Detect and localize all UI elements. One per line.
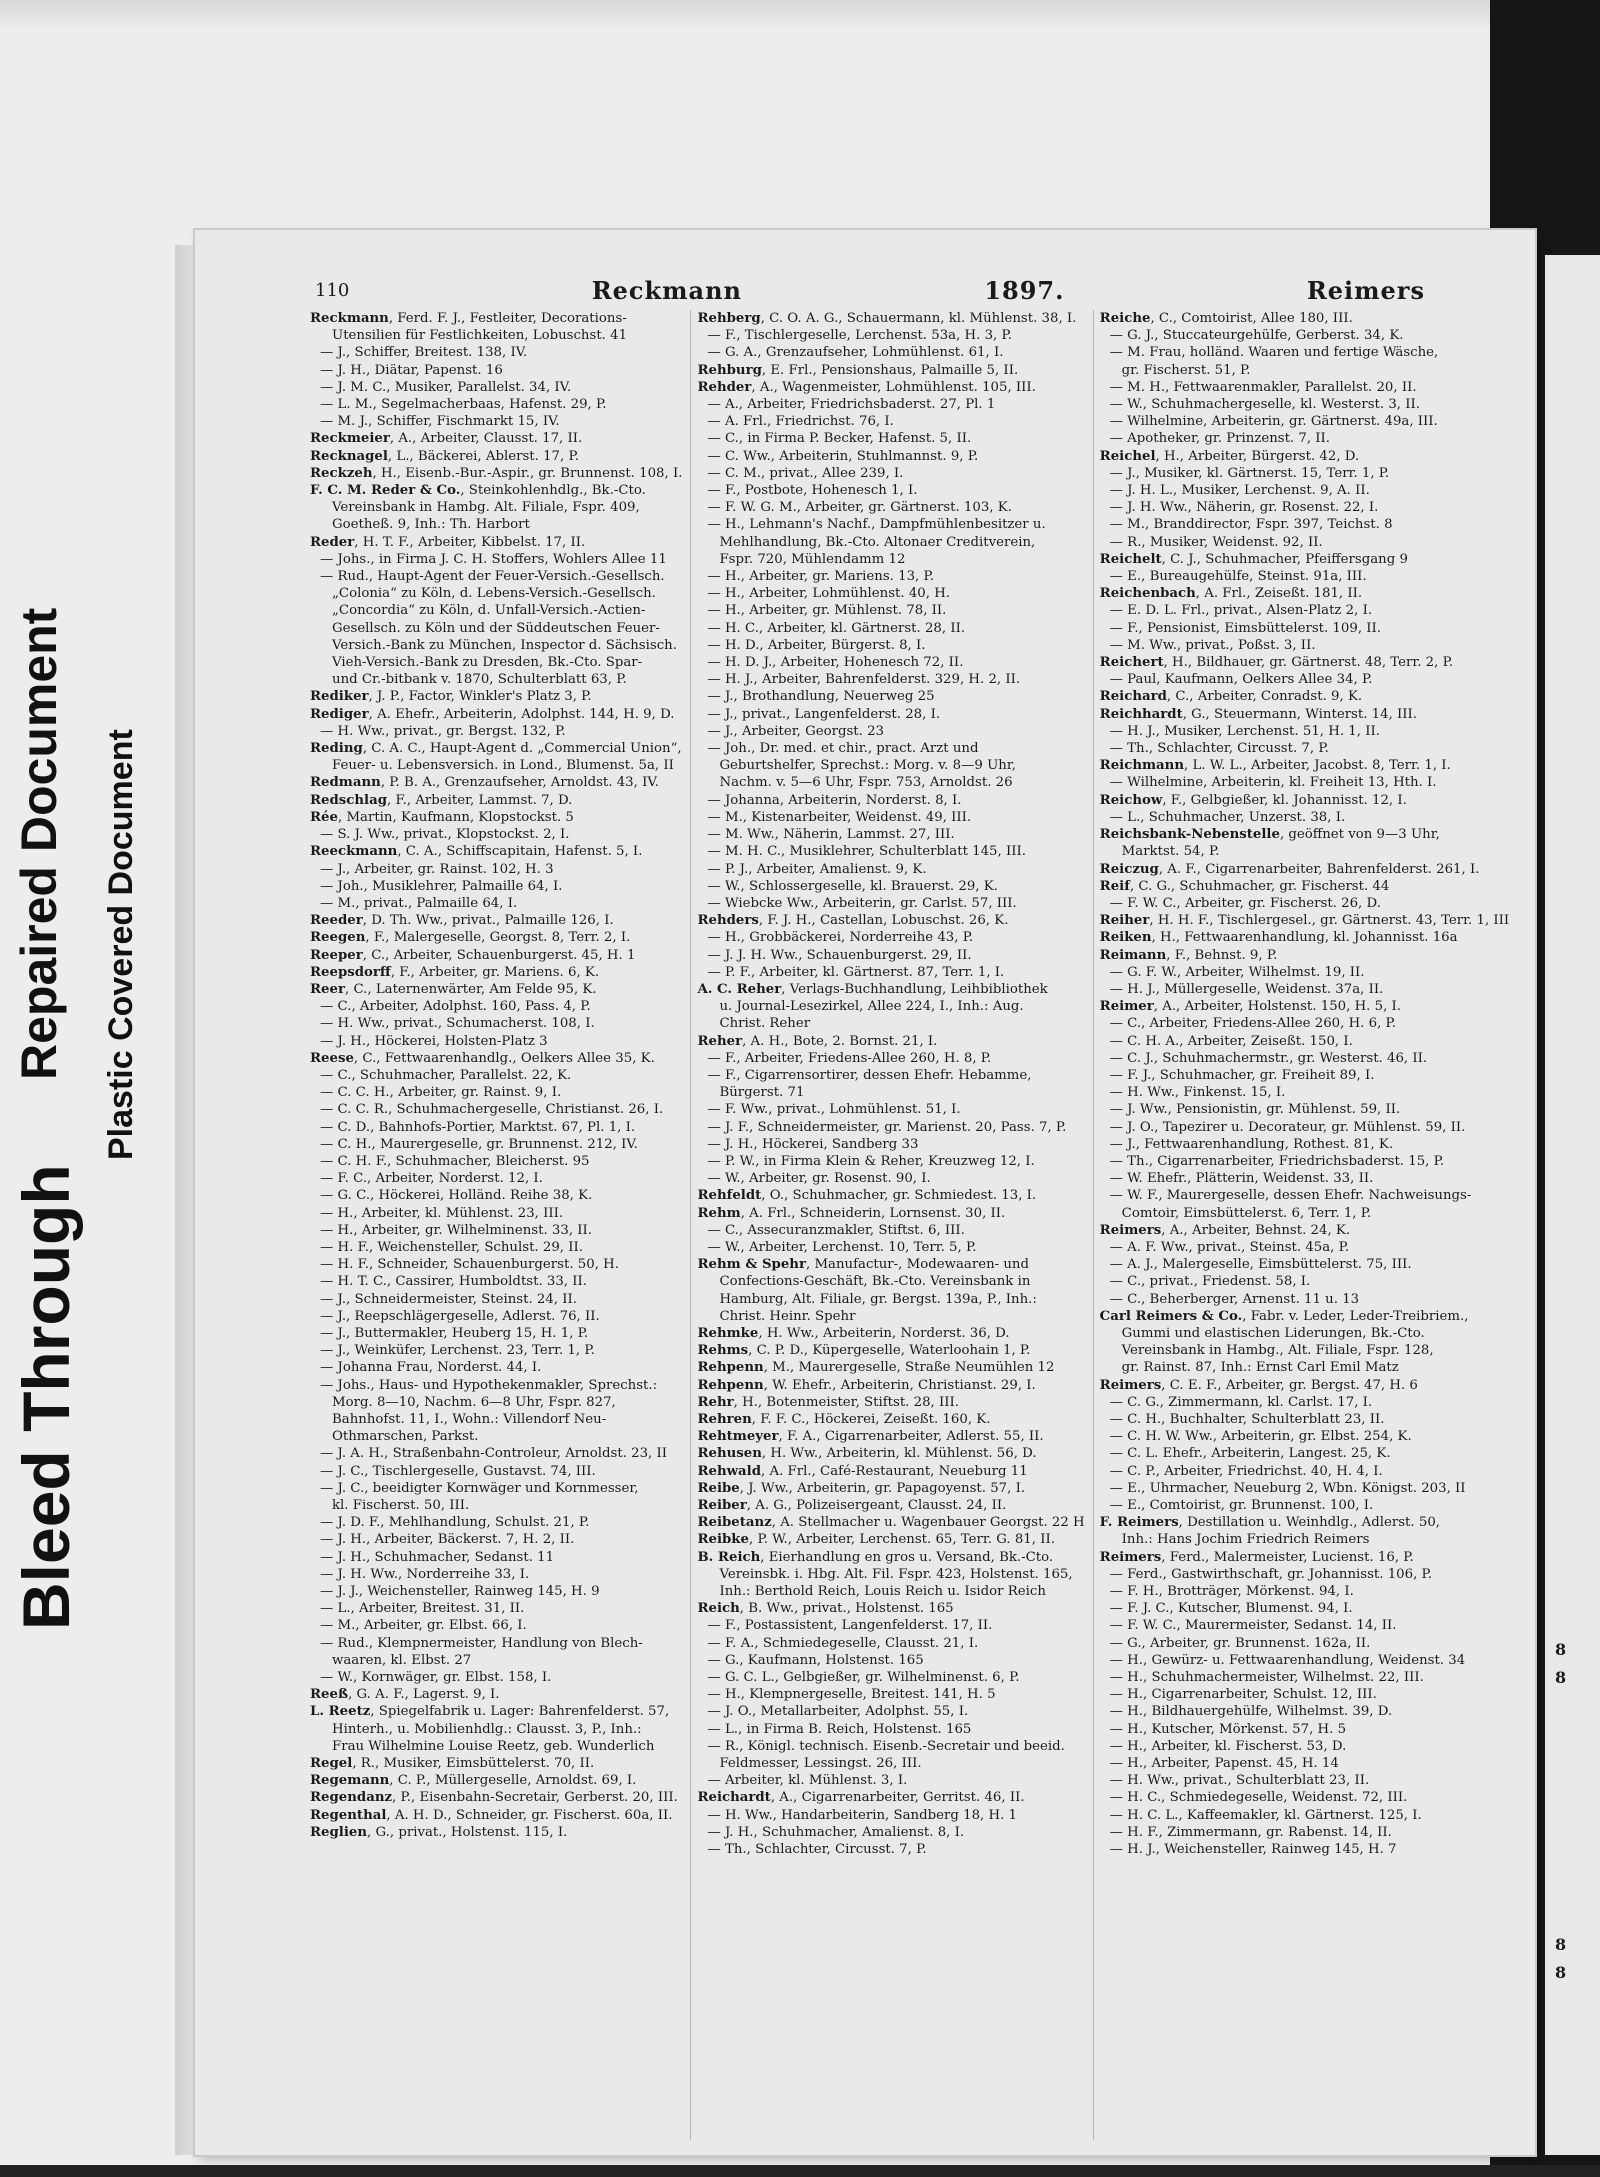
directory-entry: Reichenbach, A. Frl., Zeiseßt. 181, II. <box>1099 586 1363 602</box>
directory-entry: — J. J., Weichensteller, Rainweg 145, H. 9 <box>320 1584 600 1600</box>
directory-entry: — J. A. H., Straßenbahn-Controleur, Arnoldst. 23, II <box>320 1446 667 1462</box>
directory-entry: — J. C., Tischlergeselle, Gustavst. 74, III. <box>320 1463 596 1479</box>
directory-entry: Reibke, P. W., Arbeiter, Lerchenst. 65, Terr. G. 81, II. <box>697 1532 1055 1548</box>
bleed-through-label: Bleed Through <box>9 1164 83 1630</box>
directory-entry: Reglien, G., privat., Holstenst. 115, I. <box>310 1824 568 1840</box>
directory-entry: — H., Arbeiter, gr. Wilhelminenst. 33, II. <box>320 1222 593 1238</box>
directory-entry: — C. C. H., Arbeiter, gr. Rainst. 9, I. <box>320 1085 562 1101</box>
directory-entry: Regemann, C. P., Müllergeselle, Arnoldst. 69, I. <box>310 1773 637 1789</box>
directory-entry: — J., Reepschlägergeselle, Adlerst. 76, II. <box>320 1308 600 1324</box>
directory-entry: — C. L. Ehefr., Arbeiterin, Langest. 25, K. <box>1109 1446 1391 1462</box>
directory-entry: — J. H. Ww., Näherin, gr. Rosenst. 22, I. <box>1109 500 1379 516</box>
directory-entry: Rehms, C. P. D., Küpergeselle, Waterloohain 1, P. <box>697 1343 1031 1359</box>
directory-entry: — L. M., Segelmacherbaas, Hafenst. 29, P. <box>320 397 607 413</box>
directory-entry: Reimers, A., Arbeiter, Behnst. 24, K. <box>1099 1222 1351 1238</box>
directory-entry: Feldmesser, Lessingst. 26, III. <box>719 1756 922 1772</box>
directory-entry: — C., privat., Friedenst. 58, I. <box>1109 1274 1311 1290</box>
directory-entry: — G. A., Grenzaufseher, Lohmühlenst. 61, I. <box>707 345 1004 361</box>
directory-entry: — G., Arbeiter, gr. Brunnenst. 162a, II. <box>1109 1635 1371 1651</box>
directory-entry: — C. H. A., Arbeiter, Zeiseßt. 150, I. <box>1109 1033 1353 1049</box>
directory-entry: — J. D. F., Mehlhandlung, Schulst. 21, P. <box>320 1515 590 1531</box>
directory-entry: — H., Grobbäckerei, Norderreihe 43, P. <box>707 930 974 946</box>
directory-entry: — H., Schuhmachermeister, Wilhelmst. 22, III. <box>1109 1670 1424 1686</box>
directory-entry: Mehlhandlung, Bk.-Cto. Altonaer Creditverein, <box>719 534 1036 550</box>
directory-entry: Reibetanz, A. Stellmacher u. Wagenbauer Georgst. 22 H <box>697 1515 1085 1531</box>
directory-entry: Reichow, F., Gelbgießer, kl. Johannisst. 12, I. <box>1099 792 1407 808</box>
directory-entry: — J. O., Metallarbeiter, Adolphst. 55, I. <box>707 1704 969 1720</box>
directory-entry: — F. C., Arbeiter, Norderst. 12, I. <box>320 1171 543 1187</box>
directory-entry: Vereinsbk. i. Hbg. Alt. Fil. Fspr. 423, Holstenst. 165, <box>719 1566 1073 1582</box>
directory-entry: — W., Kornwäger, gr. Elbst. 158, I. <box>320 1670 552 1686</box>
directory-entry: — Joh., Dr. med. et chir., pract. Arzt und <box>707 741 979 757</box>
directory-entry: Rée, Martin, Kaufmann, Klopstockst. 5 <box>310 809 574 825</box>
directory-entry: — M. J., Schiffer, Fischmarkt 15, IV. <box>320 414 560 430</box>
directory-entry: — Wilhelmine, Arbeiterin, kl. Freiheit 13, Hth. I. <box>1109 775 1437 791</box>
page-number: 110 <box>315 279 350 301</box>
directory-entry: — Rud., Haupt-Agent der Feuer-Versich.-Gesellsch. <box>320 569 665 585</box>
directory-entry: — H. F., Zimmermann, gr. Rabenst. 14, II. <box>1109 1824 1392 1840</box>
directory-entry: — C. H. F., Schuhmacher, Bleicherst. 95 <box>320 1153 590 1169</box>
directory-entry: — G. F. W., Arbeiter, Wilhelmst. 19, II. <box>1109 964 1365 980</box>
directory-entry: — F. W. G. M., Arbeiter, gr. Gärtnerst. 103, K. <box>707 500 1012 516</box>
directory-entry: Recknagel, L., Bäckerei, Ablerst. 17, P. <box>310 448 579 464</box>
directory-entry: — J. H. Ww., Norderreihe 33, I. <box>320 1566 530 1582</box>
directory-entry: — J. J. H. Ww., Schauenburgerst. 29, II. <box>707 947 972 963</box>
directory-entry: Rehburg, E. Frl., Pensionshaus, Palmaille 5, II. <box>697 362 1019 378</box>
page-edge <box>175 245 197 2155</box>
directory-entry: — R., Musiker, Weidenst. 92, II. <box>1109 534 1323 550</box>
bottom-edge <box>0 2165 1600 2177</box>
directory-entry: — L., Arbeiter, Breitest. 31, II. <box>320 1601 525 1617</box>
directory-entry: Redmann, P. B. A., Grenzaufseher, Arnoldst. 43, IV. <box>310 775 659 791</box>
directory-entry: Reher, A. H., Bote, 2. Bornst. 21, I. <box>697 1033 938 1049</box>
directory-entry: A. C. Reher, Verlags-Buchhandlung, Leihbibliothek <box>697 981 1048 997</box>
directory-entry: Reichelt, C. J., Schuhmacher, Pfeiffersgang 9 <box>1099 551 1408 567</box>
directory-entry: Rehder, A., Wagenmeister, Lohmühlenst. 105, III. <box>697 379 1036 395</box>
next-page-fragment: 8 <box>1555 1935 1567 1954</box>
directory-entry: — H., Arbeiter, gr. Mariens. 13, P. <box>707 569 934 585</box>
directory-entry: — J. H., Höckerei, Sandberg 33 <box>707 1136 919 1152</box>
directory-entry: — F. Ww., privat., Lohmühlenst. 51, I. <box>707 1102 961 1118</box>
directory-entry: Nachm. v. 5—6 Uhr, Fspr. 753, Arnoldst. 26 <box>719 775 1013 791</box>
directory-entry: Gesellsch. zu Köln und der Süddeutschen Feuer- <box>332 620 660 636</box>
next-page-fragment: 8 <box>1555 1963 1567 1982</box>
directory-entry: — J. H. L., Musiker, Lerchenst. 9, A. II. <box>1109 483 1370 499</box>
directory-entry: — J., Arbeiter, gr. Rainst. 102, H. 3 <box>320 861 554 877</box>
directory-entry: — H., Cigarrenarbeiter, Schulst. 12, III. <box>1109 1687 1377 1703</box>
directory-entry: — H. Ww., privat., gr. Bergst. 132, P. <box>320 723 566 739</box>
directory-entry: — Rud., Klempnermeister, Handlung von Blech- <box>320 1635 643 1651</box>
directory-entry: Reiher, H. H. F., Tischlergesel., gr. Gärtnerst. 43, Terr. 1, III <box>1099 913 1510 929</box>
directory-entry: — Johanna, Arbeiterin, Norderst. 8, I. <box>707 792 962 808</box>
directory-entry: — E., Bureaugehülfe, Steinst. 91a, III. <box>1109 569 1367 585</box>
directory-entry: Bahnhofst. 11, I., Wohn.: Villendorf Neu- <box>332 1412 607 1427</box>
directory-entry: — C. H. W. Ww., Arbeiterin, gr. Elbst. 254, K. <box>1109 1429 1412 1445</box>
directory-entry: — C., Arbeiter, Adolphst. 160, Pass. 4, P. <box>320 999 591 1015</box>
directory-entry: — F. J. C., Kutscher, Blumenst. 94, I. <box>1109 1601 1353 1617</box>
directory-entry: — H., Arbeiter, gr. Mühlenst. 78, II. <box>707 603 947 619</box>
directory-entry: Rehren, F. F. C., Höckerei, Zeiseßt. 160, K. <box>697 1412 991 1427</box>
directory-entry: — F. H., Brotträger, Mörkenst. 94, I. <box>1109 1584 1354 1600</box>
directory-entry: — C. M., privat., Allee 239, I. <box>707 465 904 481</box>
directory-entry: — J. H., Arbeiter, Bäckerst. 7, H. 2, II. <box>320 1532 575 1548</box>
directory-entry: — H. Ww., privat., Schulterblatt 23, II. <box>1109 1773 1370 1789</box>
directory-entry: — H., Arbeiter, Papenst. 45, H. 14 <box>1109 1756 1339 1772</box>
directory-entry: — H. F., Weichensteller, Schulst. 29, II. <box>320 1239 583 1255</box>
directory-entry: — H. C. L., Kaffeemakler, kl. Gärtnerst. 125, I. <box>1109 1807 1422 1823</box>
page-header <box>315 274 1425 306</box>
directory-entry: — Wilhelmine, Arbeiterin, gr. Gärtnerst. 49a, III. <box>1109 414 1438 430</box>
directory-entry: Reckmann, Ferd. F. J., Festleiter, Decorations- <box>310 311 627 326</box>
directory-entry: — J., Fettwaarenhandlung, Rothest. 81, K. <box>1109 1136 1394 1152</box>
directory-entry: Carl Reimers & Co., Fabr. v. Leder, Leder-Treibriem., <box>1099 1308 1469 1324</box>
directory-entry: — J. C., beeidigter Kornwäger und Kornmesser, <box>320 1480 639 1496</box>
column-3 <box>1093 310 1510 2140</box>
directory-entry: Reegen, F., Malergeselle, Georgst. 8, Terr. 2, I. <box>310 930 631 946</box>
directory-entry: Reibe, J. Ww., Arbeiterin, gr. Papagoyenst. 57, I. <box>697 1480 1026 1496</box>
directory-entry: — J., Schneidermeister, Steinst. 24, II. <box>320 1291 578 1307</box>
directory-entry: Reimers, Ferd., Malermeister, Lucienst. 16, P. <box>1099 1549 1414 1565</box>
directory-entry: — H. Ww., Finkenst. 15, I. <box>1109 1085 1286 1101</box>
directory-entry: — H. C., Schmiedegeselle, Weidenst. 72, III. <box>1109 1790 1408 1806</box>
directory-entry: — J. F., Schneidermeister, gr. Marienst. 20, Pass. 7, P. <box>707 1119 1067 1135</box>
directory-entry: — C., Schuhmacher, Parallelst. 22, K. <box>320 1067 572 1083</box>
top-shadow <box>0 0 1600 30</box>
directory-entry: — C. D., Bahnhofs-Portier, Marktst. 67, Pl. 1, I. <box>320 1119 636 1135</box>
directory-entry: Reichsbank-Nebenstelle, geöffnet von 9—3 Uhr, <box>1099 827 1440 843</box>
directory-entry: — M., Kistenarbeiter, Weidenst. 49, III. <box>707 809 972 825</box>
directory-entry: Christ. Reher <box>719 1016 811 1032</box>
directory-entry: — C. G., Zimmermann, kl. Carlst. 17, I. <box>1109 1394 1373 1410</box>
directory-entry: B. Reich, Eierhandlung en gros u. Versand, Bk.-Cto. <box>697 1549 1054 1565</box>
directory-entry: — M. Ww., privat., Poßst. 3, II. <box>1109 637 1316 653</box>
directory-entry: — H. J., Weichensteller, Rainweg 145, H. 7 <box>1109 1842 1397 1858</box>
directory-entry: Reimers, C. E. F., Arbeiter, gr. Bergst. 47, H. 6 <box>1099 1377 1418 1393</box>
directory-entry: Goetheß. 9, Inh.: Th. Harbort <box>332 517 530 533</box>
directory-entry: — H., Arbeiter, kl. Mühlenst. 23, III. <box>320 1205 564 1221</box>
directory-entry: — F., Cigarrensortirer, dessen Ehefr. Hebamme, <box>707 1067 1032 1083</box>
directory-entry: Hamburg, Alt. Filiale, gr. Bergst. 139a, P., Inh.: <box>719 1291 1037 1307</box>
directory-entry: Hinterh., u. Mobilienhdlg.: Clausst. 3, P., Inh.: <box>332 1721 642 1737</box>
directory-entry: — M., privat., Palmaille 64, I. <box>320 895 518 911</box>
directory-entry: — W., Arbeiter, Lerchenst. 10, Terr. 5, P. <box>707 1239 977 1255</box>
directory-entry: Rehwald, A. Frl., Café-Restaurant, Neueburg 11 <box>697 1463 1028 1479</box>
directory-entry: F. C. M. Reder & Co., Steinkohlenhdlg., Bk.-Cto. <box>310 483 646 499</box>
directory-entry: Vieh-Versich.-Bank zu Dresden, Bk.-Cto. Spar- <box>332 655 643 671</box>
right-keyword: Reimers <box>1306 275 1425 305</box>
directory-entry: Reiken, H., Fettwaarenhandlung, kl. Johannisst. 16a <box>1099 930 1458 946</box>
directory-entry: — C. J., Schuhmachermstr., gr. Westerst. 46, II. <box>1109 1050 1428 1066</box>
directory-entry: Fspr. 720, Mühlendamm 12 <box>719 551 906 567</box>
directory-entry: Rehm, A. Frl., Schneiderin, Lornsenst. 30, II. <box>697 1205 1006 1221</box>
directory-entry: — C., Beherberger, Arnenst. 11 u. 13 <box>1109 1291 1360 1307</box>
directory-entry: Reeckmann, C. A., Schiffscapitain, Hafenst. 5, I. <box>310 844 643 860</box>
directory-entry: Rehm & Spehr, Manufactur-, Modewaaren- und <box>697 1257 1029 1273</box>
directory-entry: — Johs., in Firma J. C. H. Stoffers, Wohlers Allee 11 <box>320 551 667 567</box>
directory-entry: Reif, C. G., Schuhmacher, gr. Fischerst. 44 <box>1099 878 1390 894</box>
directory-entry: Rehtmeyer, F. A., Cigarrenarbeiter, Adlerst. 55, II. <box>697 1429 1044 1445</box>
next-page-edge <box>1545 255 1600 2155</box>
directory-entry: — H. D., Arbeiter, Bürgerst. 8, I. <box>707 637 926 653</box>
directory-entry: — F., Postbote, Hohenesch 1, I. <box>707 483 918 499</box>
directory-entry: — A., Arbeiter, Friedrichsbaderst. 27, Pl. 1 <box>707 397 996 413</box>
directory-entry: „Colonia“ zu Köln, d. Lebens-Versich.-Gesellsch. <box>332 586 656 602</box>
directory-entry: — M. H. C., Musiklehrer, Schulterblatt 145, III. <box>707 844 1026 860</box>
directory-entry: Marktst. 54, P. <box>1121 844 1220 860</box>
directory-entry: Rehr, H., Botenmeister, Stiftst. 28, III. <box>697 1394 959 1410</box>
directory-entry: Feuer- u. Lebensversich. in Lond., Blumenst. 5a, II <box>332 758 674 774</box>
directory-entry: Reese, C., Fettwaarenhandlg., Oelkers Allee 35, K. <box>310 1050 655 1066</box>
directory-entry: u. Journal-Lesezirkel, Allee 224, I., Inh.: Aug. <box>719 999 1024 1015</box>
directory-entry: — H. F., Schneider, Schauenburgerst. 50, H. <box>320 1257 619 1273</box>
directory-entry: — H., Arbeiter, kl. Fischerst. 53, D. <box>1109 1738 1347 1754</box>
directory-entry: — P. F., Arbeiter, kl. Gärtnerst. 87, Terr. 1, I. <box>707 964 1005 980</box>
columns <box>310 310 1510 2140</box>
directory-entry: — Johanna Frau, Norderst. 44, I. <box>320 1360 542 1376</box>
directory-entry: — S. J. Ww., privat., Klopstockst. 2, I. <box>320 827 570 843</box>
directory-entry: und Cr.-bitbank v. 1870, Schulterblatt 63, P. <box>332 672 627 688</box>
directory-entry: — H., Lehmann's Nachf., Dampfmühlenbesitzer u. <box>707 517 1046 533</box>
directory-entry: Christ. Heinr. Spehr <box>719 1308 856 1324</box>
directory-entry: Versich.-Bank zu München, Inspector d. Sächsisch. <box>332 637 677 653</box>
directory-entry: — F. W. C., Maurermeister, Sedanst. 14, II. <box>1109 1618 1397 1634</box>
directory-entry: — H., Kutscher, Mörkenst. 57, H. 5 <box>1109 1721 1347 1737</box>
directory-entry: — G., Kaufmann, Holstenst. 165 <box>707 1652 924 1668</box>
directory-entry: — Th., Schlachter, Circusst. 7, P. <box>707 1842 927 1858</box>
directory-entry: — C., Assecuranzmakler, Stiftst. 6, III. <box>707 1222 965 1238</box>
directory-entry: — G. C., Höckerei, Holländ. Reihe 38, K. <box>320 1188 593 1204</box>
directory-entry: — R., Königl. technisch. Eisenb.-Secretair und beeid. <box>707 1738 1065 1754</box>
directory-entry: — F., Postassistent, Langenfelderst. 17, II. <box>707 1618 993 1634</box>
plastic-covered-label: Plastic Covered Document <box>102 729 140 1160</box>
directory-entry: Regendanz, P., Eisenbahn-Secretair, Gerberst. 20, III. <box>310 1790 678 1806</box>
directory-entry: — C. H., Buchhalter, Schulterblatt 23, II. <box>1109 1412 1385 1427</box>
directory-entry: Utensilien für Festlichkeiten, Lobuschst. 41 <box>332 328 628 344</box>
directory-entry: Morg. 8—10, Nachm. 6—8 Uhr, Fspr. 827, <box>332 1394 616 1410</box>
directory-entry: Rehusen, H. Ww., Arbeiterin, kl. Mühlenst. 56, D. <box>697 1446 1037 1462</box>
directory-entry: Reckzeh, H., Eisenb.-Bur.-Aspir., gr. Brunnenst. 108, I. <box>310 465 683 481</box>
directory-entry: — M. H., Fettwaarenmakler, Parallelst. 20, II. <box>1109 379 1417 395</box>
directory-entry: Reichard, C., Arbeiter, Conradst. 9, K. <box>1099 689 1363 705</box>
directory-entry: Rehpenn, M., Maurergeselle, Straße Neumühlen 12 <box>697 1360 1055 1376</box>
directory-entry: — Apotheker, gr. Prinzenst. 7, II. <box>1109 431 1331 447</box>
directory-entry: — J. H., Höckerei, Holsten-Platz 3 <box>320 1033 548 1049</box>
directory-entry: Reepsdorff, F., Arbeiter, gr. Mariens. 6, K. <box>310 964 600 980</box>
directory-entry: Vereinsbank in Hambg., Alt. Filiale, Fspr. 128, <box>1121 1343 1434 1359</box>
directory-entry: — L., Schuhmacher, Unzerst. 38, I. <box>1109 809 1346 825</box>
directory-entry: — G. C. L., Gelbgießer, gr. Wilhelminenst. 6, P. <box>707 1670 1020 1686</box>
directory-entry: — J., privat., Langenfelderst. 28, I. <box>707 706 941 722</box>
directory-entry: — F., Pensionist, Eimsbüttelerst. 109, II. <box>1109 620 1382 636</box>
column-1 <box>310 310 682 2140</box>
directory-entry: — Th., Cigarrenarbeiter, Friedrichsbaderst. 15, P. <box>1109 1153 1445 1169</box>
directory-entry: — C. Ww., Arbeiterin, Stuhlmannst. 9, P. <box>707 448 979 464</box>
directory-entry: L. Reetz, Spiegelfabrik u. Lager: Bahrenfelderst. 57, <box>310 1704 670 1720</box>
directory-entry: — W., Schuhmachergeselle, kl. Westerst. 3, II. <box>1109 397 1420 413</box>
left-keyword: Reckmann <box>591 275 742 305</box>
directory-entry: — J. Ww., Pensionistin, gr. Mühlenst. 59, II. <box>1109 1102 1401 1118</box>
directory-entry: Rehberg, C. O. A. G., Schauermann, kl. Mühlenst. 38, I. <box>697 311 1077 326</box>
directory-entry: — M., Arbeiter, gr. Elbst. 66, I. <box>320 1618 527 1634</box>
next-page-fragment: 8 <box>1555 1668 1567 1687</box>
directory-entry: Reeper, C., Arbeiter, Schauenburgerst. 45, H. 1 <box>310 947 636 963</box>
directory-entry: Reiczug, A. F., Cigarrenarbeiter, Bahrenfelderst. 261, I. <box>1099 861 1480 877</box>
directory-entry: Geburtshelfer, Sprechst.: Morg. v. 8—9 Uhr, <box>719 758 1016 774</box>
directory-entry: Inh.: Hans Jochim Friedrich Reimers <box>1121 1532 1370 1548</box>
directory-entry: Reich, B. Ww., privat., Holstenst. 165 <box>697 1601 954 1617</box>
directory-entry: — F. A., Schmiedegeselle, Clausst. 21, I. <box>707 1635 979 1651</box>
directory-entry: Reichmann, L. W. L., Arbeiter, Jacobst. 8, Terr. 1, I. <box>1099 758 1451 774</box>
directory-entry: — W. F., Maurergeselle, dessen Ehefr. Nachweisungs- <box>1109 1188 1472 1204</box>
directory-entry: F. Reimers, Destillation u. Weinhdlg., Adlerst. 50, <box>1099 1515 1441 1531</box>
year: 1897. <box>984 275 1065 305</box>
directory-entry: — H., Klempnergeselle, Breitest. 141, H. 5 <box>707 1687 996 1703</box>
directory-entry: Rediger, A. Ehefr., Arbeiterin, Adolphst. 144, H. 9, D. <box>310 706 675 722</box>
next-page-fragment: 8 <box>1555 1640 1567 1659</box>
directory-entry: — W., Arbeiter, gr. Rosenst. 90, I. <box>707 1171 931 1187</box>
directory-entry: — H. Ww., Handarbeiterin, Sandberg 18, H. 1 <box>707 1807 1017 1823</box>
directory-entry: Rediker, J. P., Factor, Winkler's Platz 3, P. <box>310 689 592 705</box>
directory-entry: — E., Uhrmacher, Neueburg 2, Wbn. Königst. 203, II <box>1109 1480 1466 1496</box>
directory-entry: — Joh., Musiklehrer, Palmaille 64, I. <box>320 878 563 894</box>
directory-entry: Reimann, F., Behnst. 9, P. <box>1099 947 1278 963</box>
directory-entry: Reeder, D. Th. Ww., privat., Palmaille 126, I. <box>310 913 614 929</box>
directory-entry: — E. D. L. Frl., privat., Alsen-Platz 2, I. <box>1109 603 1373 619</box>
directory-entry: — J. H., Schuhmacher, Amalienst. 8, I. <box>707 1824 965 1840</box>
directory-entry: — J., Weinküfer, Lerchenst. 23, Terr. 1, P. <box>320 1343 595 1359</box>
directory-entry: — H. J., Musiker, Lerchenst. 51, H. 1, II. <box>1109 723 1380 739</box>
directory-entry: — F., Tischlergeselle, Lerchenst. 53a, H. 3, P. <box>707 328 1012 344</box>
directory-entry: — Ferd., Gastwirthschaft, gr. Johannisst. 106, P. <box>1109 1566 1433 1582</box>
directory-entry: — H. C., Arbeiter, kl. Gärtnerst. 28, II. <box>707 620 966 636</box>
directory-entry: Confections-Geschäft, Bk.-Cto. Vereinsbank in <box>719 1274 1031 1290</box>
directory-entry: Reder, H. T. F., Arbeiter, Kibbelst. 17, II. <box>310 534 586 550</box>
directory-entry: Reimer, A., Arbeiter, Holstenst. 150, H. 5, I. <box>1099 999 1402 1015</box>
directory-entry: Regel, R., Musiker, Eimsbüttelerst. 70, II. <box>310 1756 595 1772</box>
directory-entry: — Th., Schlachter, Circusst. 7, P. <box>1109 741 1329 757</box>
directory-entry: — P. J., Arbeiter, Amalienst. 9, K. <box>707 861 927 877</box>
directory-entry: „Concordia“ zu Köln, d. Unfall-Versich.-Actien- <box>332 603 646 619</box>
directory-entry: — G. J., Stuccateurgehülfe, Gerberst. 34, K. <box>1109 328 1404 344</box>
directory-entry: Othmarschen, Parkst. <box>332 1429 479 1445</box>
directory-entry: — Paul, Kaufmann, Oelkers Allee 34, P. <box>1109 672 1373 688</box>
directory-entry: — F., Arbeiter, Friedens-Allee 260, H. 8, P. <box>707 1050 992 1066</box>
directory-entry: — Arbeiter, kl. Mühlenst. 3, I. <box>707 1773 908 1789</box>
directory-entry: — C., Arbeiter, Friedens-Allee 260, H. 6, P. <box>1109 1016 1397 1032</box>
directory-entry: — H. D. J., Arbeiter, Hohenesch 72, II. <box>707 655 964 671</box>
directory-entry: Redschlag, F., Arbeiter, Lammst. 7, D. <box>310 792 573 808</box>
directory-entry: Rehfeldt, O., Schuhmacher, gr. Schmiedest. 13, I. <box>697 1188 1037 1204</box>
directory-entry: — J., Schiffer, Breitest. 138, IV. <box>320 345 528 361</box>
directory-entry: — H. J., Arbeiter, Bahrenfelderst. 329, H. 2, II. <box>707 672 1021 688</box>
directory-entry: Reichert, H., Bildhauer, gr. Gärtnerst. 48, Terr. 2, P. <box>1099 655 1454 671</box>
directory-entry: — H., Bildhauergehülfe, Wilhelmst. 39, D. <box>1109 1704 1393 1720</box>
directory-entry: — J. H., Diätar, Papenst. 16 <box>320 362 503 378</box>
directory-entry: waaren, kl. Elbst. 27 <box>332 1652 472 1668</box>
directory-entry: — P. W., in Firma Klein & Reher, Kreuzweg 12, I. <box>707 1153 1035 1169</box>
directory-entry: — J. H., Schuhmacher, Sedanst. 11 <box>320 1549 555 1565</box>
directory-entry: — J. O., Tapezirer u. Decorateur, gr. Mühlenst. 59, II. <box>1109 1119 1466 1135</box>
directory-entry: — H. T. C., Cassirer, Humboldtst. 33, II. <box>320 1274 588 1290</box>
directory-page <box>195 230 1535 2155</box>
directory-entry: Frau Wilhelmine Louise Reetz, geb. Wunderlich <box>332 1738 655 1754</box>
directory-entry: — H., Arbeiter, Lohmühlenst. 40, H. <box>707 586 951 602</box>
directory-entry: — A. J., Malergeselle, Eimsbüttelerst. 75, III. <box>1109 1257 1412 1273</box>
directory-entry: — C., in Firma P. Becker, Hafenst. 5, II. <box>707 431 972 447</box>
directory-entry: Reiche, C., Comtoirist, Allee 180, III. <box>1099 311 1353 326</box>
directory-entry: Rehpenn, W. Ehefr., Arbeiterin, Christianst. 29, I. <box>697 1377 1036 1393</box>
directory-entry: — M. Ww., Näherin, Lammst. 27, III. <box>707 827 955 843</box>
column-2 <box>690 310 1084 2140</box>
directory-entry: Reichardt, A., Cigarrenarbeiter, Gerritst. 46, II. <box>697 1790 1025 1806</box>
directory-entry: — W. Ehefr., Plätterin, Weidenst. 33, II. <box>1109 1171 1374 1187</box>
directory-entry: — J. M. C., Musiker, Parallelst. 34, IV. <box>320 379 572 395</box>
directory-entry: — M. Frau, holländ. Waaren und fertige Wäsche, <box>1109 345 1439 361</box>
directory-entry: — C. C. R., Schuhmachergeselle, Christianst. 26, I. <box>320 1102 664 1118</box>
directory-entry: — J., Arbeiter, Georgst. 23 <box>707 723 884 739</box>
directory-entry: — J., Musiker, kl. Gärtnerst. 15, Terr. 1, P. <box>1109 465 1390 481</box>
directory-entry: — M., Branddirector, Fspr. 397, Teichst. 8 <box>1109 517 1393 533</box>
directory-entry: Bürgerst. 71 <box>719 1085 805 1101</box>
directory-entry: — A. Frl., Friedrichst. 76, I. <box>707 414 894 430</box>
directory-entry: Comtoir, Eimsbüttelerst. 6, Terr. 1, P. <box>1121 1205 1372 1221</box>
directory-entry: Reichhardt, G., Steuermann, Winterst. 14, III. <box>1099 706 1418 722</box>
directory-entry: — F. J., Schuhmacher, gr. Freiheit 89, I. <box>1109 1067 1375 1083</box>
directory-entry: — J., Brothandlung, Neuerweg 25 <box>707 689 935 705</box>
directory-entry: Reding, C. A. C., Haupt-Agent d. „Commercial Union“, <box>310 741 682 757</box>
directory-entry: — C. H., Maurergeselle, gr. Brunnenst. 212, IV. <box>320 1136 638 1152</box>
directory-entry: — H. Ww., privat., Schumacherst. 108, I. <box>320 1016 595 1032</box>
directory-entry: — H. J., Müllergeselle, Weidenst. 37a, II. <box>1109 981 1384 997</box>
directory-entry: Reer, C., Laternenwärter, Am Felde 95, K. <box>310 981 597 997</box>
directory-entry: — Wiebcke Ww., Arbeiterin, gr. Carlst. 57, III. <box>707 895 1017 911</box>
directory-entry: Reckmeier, A., Arbeiter, Clausst. 17, II. <box>310 431 583 447</box>
directory-entry: — L., in Firma B. Reich, Holstenst. 165 <box>707 1721 972 1737</box>
directory-entry: Rehmke, H. Ww., Arbeiterin, Norderst. 36, D. <box>697 1325 1010 1341</box>
directory-entry: Vereinsbank in Hambg. Alt. Filiale, Fspr. 409, <box>332 500 640 516</box>
directory-entry: — H., Gewürz- u. Fettwaarenhandlung, Weidenst. 34 <box>1109 1652 1466 1668</box>
directory-entry: Gummi und elastischen Liderungen, Bk.-Cto. <box>1121 1325 1425 1341</box>
directory-entry: — W., Schlossergeselle, kl. Brauerst. 29, K. <box>707 878 998 894</box>
directory-entry: — Johs., Haus- und Hypothekenmakler, Sprechst.: <box>320 1377 658 1393</box>
directory-entry: — A. F. Ww., privat., Steinst. 45a, P. <box>1109 1239 1350 1255</box>
directory-entry: Reiber, A. G., Polizeisergeant, Clausst. 24, II. <box>697 1498 1007 1514</box>
directory-entry: Reeß, G. A. F., Lagerst. 9, I. <box>310 1687 500 1703</box>
directory-entry: Reichel, H., Arbeiter, Bürgerst. 42, D. <box>1099 448 1360 464</box>
directory-entry: — J., Buttermakler, Heuberg 15, H. 1, P. <box>320 1325 589 1341</box>
directory-entry: Rehders, F. J. H., Castellan, Lobuschst. 26, K. <box>697 913 1009 929</box>
directory-entry: Inh.: Berthold Reich, Louis Reich u. Isidor Reich <box>719 1584 1046 1600</box>
directory-entry: — C. P., Arbeiter, Friedrichst. 40, H. 4, I. <box>1109 1463 1383 1479</box>
directory-entry: — F. W. C., Arbeiter, gr. Fischerst. 26, D. <box>1109 895 1381 911</box>
repaired-document-label: Repaired Document <box>11 607 67 1080</box>
directory-entry: Regenthal, A. H. D., Schneider, gr. Fischerst. 60a, II. <box>310 1807 673 1823</box>
directory-entry: kl. Fischerst. 50, III. <box>332 1498 470 1514</box>
directory-entry: gr. Fischerst. 51, P. <box>1121 362 1251 378</box>
directory-entry: gr. Rainst. 87, Inh.: Ernst Carl Emil Matz <box>1121 1360 1399 1376</box>
directory-entry: — E., Comtoirist, gr. Brunnenst. 100, I. <box>1109 1498 1374 1514</box>
